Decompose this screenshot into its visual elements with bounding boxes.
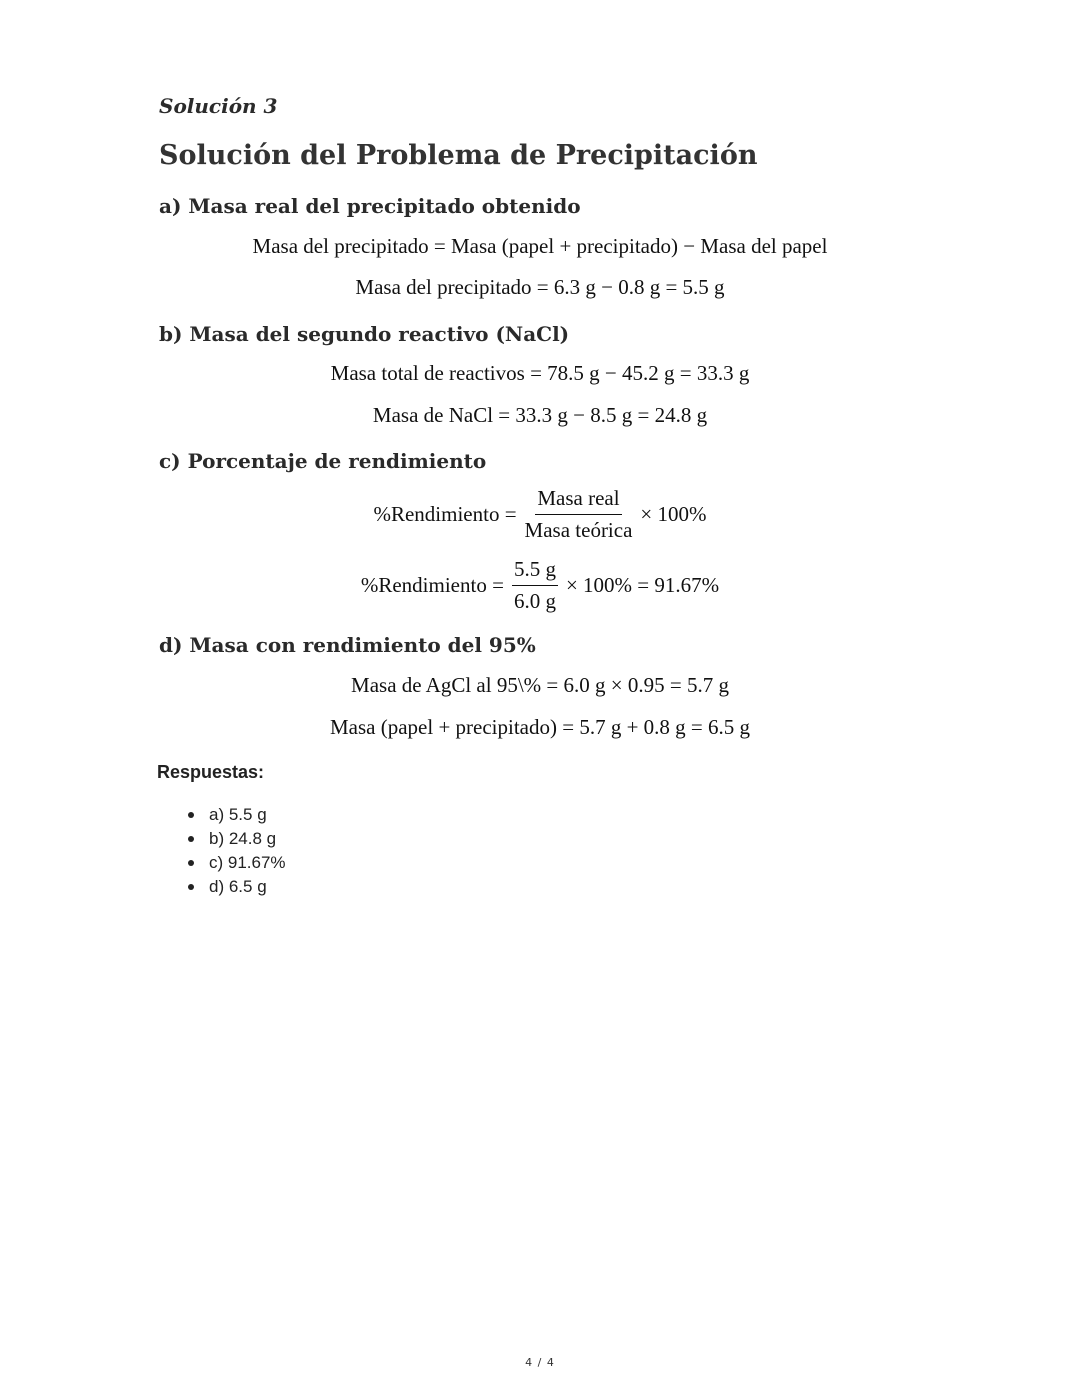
equation-d1: Masa de AgCl al 95\% = 6.0 g × 0.95 = 5.7 g xyxy=(351,673,729,697)
page-title: Solución del Problema de Precipitación xyxy=(159,140,758,171)
list-item xyxy=(188,803,286,827)
list-item xyxy=(188,875,286,899)
bullet-icon xyxy=(188,836,194,842)
equation-c2 xyxy=(0,557,1080,614)
answers-list xyxy=(188,803,286,899)
section-d-heading: d) Masa con rendimiento del 95% xyxy=(159,633,536,657)
list-item xyxy=(188,851,286,875)
equation-d2: Masa (papel + precipitado) = 5.7 g + 0.8 g = 6.5 g xyxy=(329,715,751,739)
equation-c1-lhs: %Rendimiento = xyxy=(373,502,517,526)
fraction-yield-values xyxy=(512,557,558,614)
bullet-icon xyxy=(188,884,194,890)
bullet-icon xyxy=(188,812,194,818)
fraction-numerator: 5.5 g xyxy=(512,557,558,586)
section-b-heading: b) Masa del segundo reactivo (NaCl) xyxy=(159,322,570,346)
equation-a1: Masa del precipitado = Masa (papel + precipitado) − Masa del papel xyxy=(252,234,828,258)
list-item xyxy=(188,827,286,851)
section-a-heading: a) Masa real del precipitado obtenido xyxy=(159,194,581,218)
answer-c: c) 91.67% xyxy=(209,853,286,872)
solution-label: Solución 3 xyxy=(159,94,278,118)
equation-a2: Masa del precipitado = 6.3 g − 0.8 g = 5.5 g xyxy=(355,275,725,299)
answer-b: b) 24.8 g xyxy=(209,829,277,848)
bullet-icon xyxy=(188,860,194,866)
page-number: 4 / 4 xyxy=(525,1356,555,1369)
equation-b1: Masa total de reactivos = 78.5 g − 45.2 g = 33.3 g xyxy=(330,361,750,385)
equation-c1-rhs: × 100% xyxy=(640,502,707,526)
fraction-denominator: Masa teórica xyxy=(524,518,633,542)
equation-b2: Masa de NaCl = 33.3 g − 8.5 g = 24.8 g xyxy=(372,403,708,427)
fraction-yield-formula xyxy=(525,486,633,543)
fraction-denominator: 6.0 g xyxy=(513,589,556,613)
equation-c1 xyxy=(0,486,1080,543)
section-c-heading: c) Porcentaje de rendimiento xyxy=(159,449,487,473)
answers-heading: Respuestas: xyxy=(157,762,265,782)
answer-d: d) 6.5 g xyxy=(209,877,267,896)
equation-c2-rhs: × 100% = 91.67% xyxy=(565,573,720,597)
equation-c2-lhs: %Rendimiento = xyxy=(360,573,504,597)
fraction-numerator: Masa real xyxy=(535,486,621,515)
answer-a: a) 5.5 g xyxy=(209,805,267,824)
